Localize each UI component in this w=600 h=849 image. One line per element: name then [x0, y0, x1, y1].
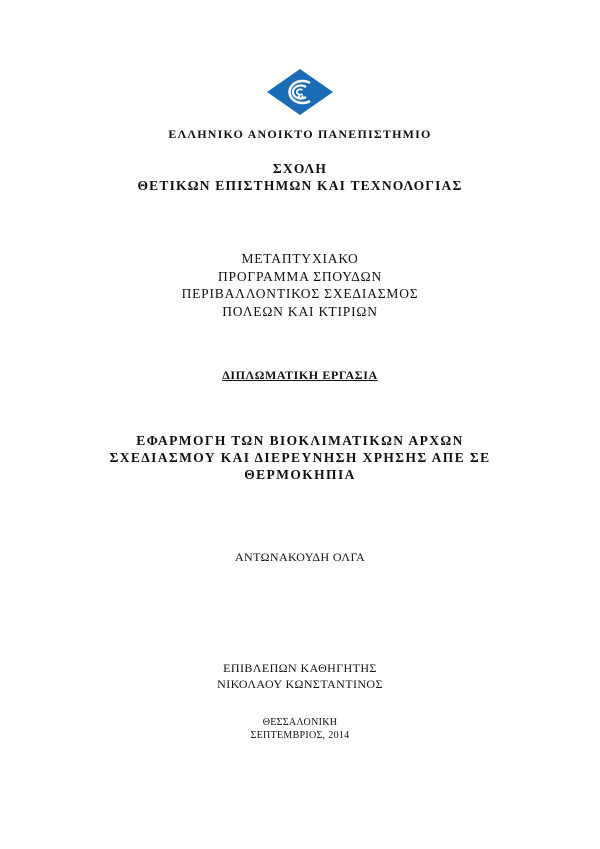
- date: ΣΕΠΤΕΜΒΡΙΟΣ, 2014: [250, 730, 350, 741]
- thesis-title-line-1: ΕΦΑΡΜΟΓΗ ΤΩΝ ΒΙΟΚΛΙΜΑΤΙΚΩΝ ΑΡΧΩΝ: [136, 433, 464, 448]
- program-line-4: ΠΟΛΕΩΝ ΚΑΙ ΚΤΙΡΙΩΝ: [222, 303, 378, 319]
- thesis-title-line-3: ΘΕΡΜΟΚΗΠΙΑ: [244, 467, 356, 482]
- school-line-2: ΘΕΤΙΚΩΝ ΕΠΙΣΤΗΜΩΝ ΚΑΙ ΤΕΧΝΟΛΟΓΙΑΣ: [137, 178, 463, 193]
- program-line-3: ΠΕΡΙΒΑΛΛΟΝΤΙΚΟΣ ΣΧΕΔΙΑΣΜΟΣ: [181, 286, 419, 301]
- thesis-title: [0, 432, 600, 483]
- place: ΘΕΣΣΑΛΟΝΙΚΗ: [262, 717, 338, 728]
- thesis-title-line-2: ΣΧΕΔΙΑΣΜΟΥ ΚΑΙ ΔΙΕΡΕΥΝΗΣΗ ΧΡΗΣΗΣ ΑΠΕ ΣΕ: [109, 450, 491, 465]
- supervisor-block: [0, 660, 600, 692]
- author-name: ΑΝΤΩΝΑΚΟΥΔΗ ΟΛΓΑ: [234, 550, 366, 564]
- program-line-1: ΜΕΤΑΠΤΥΧΙΑΚΟ: [241, 251, 359, 266]
- university-logo-icon: [266, 68, 334, 116]
- program-line-2: ΠΡΟΓΡΑΜΜΑ ΣΠΟΥΔΩΝ: [217, 268, 383, 284]
- university-name: ΕΛΛΗΝΙΚΟ ΑΝΟΙΚΤΟ ΠΑΝΕΠΙΣΤΗΜΙΟ: [168, 127, 432, 141]
- program-name: [0, 250, 600, 320]
- school-line-1: ΣΧΟΛΗ: [272, 161, 328, 176]
- thesis-type: [0, 367, 600, 384]
- school-name: [0, 160, 600, 194]
- thesis-type-label: ΔΙΠΛΩΜΑΤΙΚΗ ΕΡΓΑΣΙΑ: [222, 368, 378, 382]
- place-date-block: [0, 716, 600, 742]
- supervisor-label: ΕΠΙΒΛΕΠΩΝ ΚΑΘΗΓΗΤΗΣ: [223, 661, 377, 675]
- supervisor-name: ΝΙΚΟΛΑΟΥ ΚΩΝΣΤΑΝΤΙΝΟΣ: [217, 677, 383, 691]
